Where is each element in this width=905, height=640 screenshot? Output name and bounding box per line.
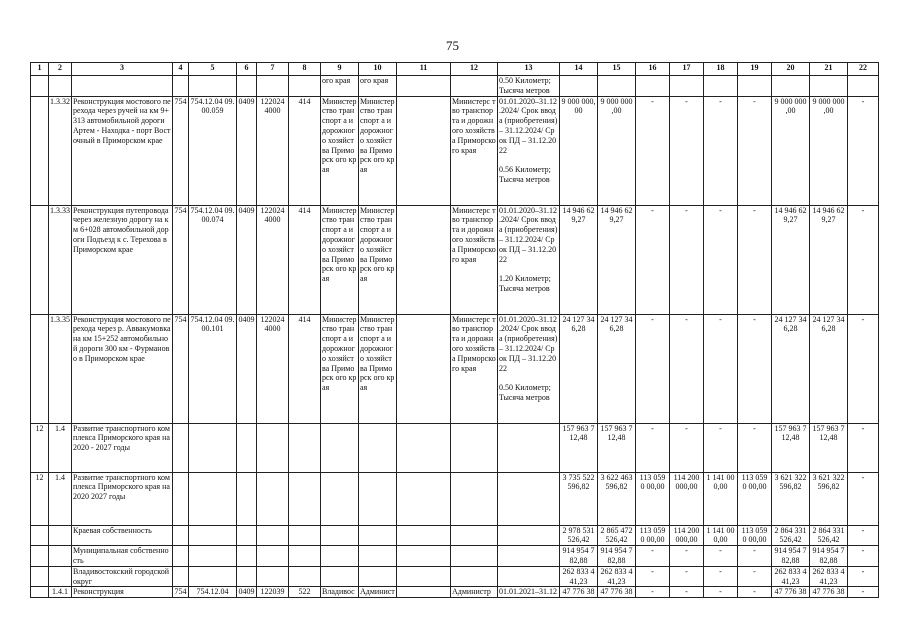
table-cell — [257, 76, 289, 97]
table-cell — [31, 525, 49, 546]
table-cell: 754.12.04 09.00.059 — [189, 96, 237, 205]
table-cell: 522 — [289, 587, 321, 598]
table-cell: - — [848, 525, 879, 546]
table-cell: - — [738, 546, 772, 567]
table-cell — [498, 472, 560, 525]
table-cell: 754 — [174, 587, 187, 597]
table-cell: - — [670, 96, 704, 205]
table-cell: - — [704, 96, 738, 205]
table-cell — [810, 76, 848, 97]
table-cell: - — [738, 96, 772, 205]
table-cell — [189, 525, 237, 546]
table-cell: Министерс тво транспорта и дорожного хозяйства Приморско го края — [451, 205, 498, 314]
table-cell: 754 — [173, 205, 189, 314]
table-cell — [173, 525, 189, 546]
column-header: 11 — [397, 63, 451, 76]
table-cell — [257, 472, 289, 525]
table-cell — [451, 472, 498, 525]
table-cell — [31, 76, 49, 97]
table-row — [31, 566, 879, 587]
table-cell: 0409 — [238, 587, 255, 597]
table-cell: 1.4 — [49, 423, 72, 472]
table-cell — [237, 76, 257, 97]
column-header: 19 — [738, 63, 772, 76]
table-cell — [397, 566, 451, 587]
table-cell: - — [636, 205, 670, 314]
table-cell: 2 865 472 526,42 — [598, 525, 636, 546]
table-cell: 14 946 62 9,27 — [598, 205, 636, 314]
table-cell: Админист — [360, 587, 395, 597]
table-cell: - — [704, 423, 738, 472]
table-cell — [257, 566, 289, 587]
table-cell — [670, 76, 704, 97]
column-header: 1 — [31, 63, 49, 76]
table-cell — [397, 76, 451, 97]
table-cell — [772, 76, 810, 97]
table-cell: Владивос — [321, 587, 359, 598]
table-cell: Владивостокский городской округ — [72, 566, 173, 587]
table-cell — [31, 587, 49, 598]
table-cell — [49, 525, 72, 546]
table-cell — [31, 96, 49, 205]
table-cell: 114 200 000,00 — [670, 472, 704, 525]
table-cell: 9 000 000, 00 — [560, 96, 598, 205]
table-cell: 754 — [173, 314, 189, 423]
table-cell: - — [670, 566, 704, 587]
table-cell — [237, 546, 257, 567]
table-cell — [498, 546, 560, 567]
column-header: 17 — [670, 63, 704, 76]
table-cell: Министер ство транспорт а и дорожног о хозяйства Приморск ого края — [321, 314, 359, 423]
table-cell — [451, 76, 498, 97]
table-cell: Министер ство транспорт а и дорожног о хозяйства Приморск ого края — [359, 205, 397, 314]
table-cell: 3 621 322 596,82 — [772, 472, 810, 525]
table-cell: Министер ство транспорт а и дорожног о хозяйства Приморск ого края — [321, 96, 359, 205]
table-cell — [31, 566, 49, 587]
table-row — [31, 525, 879, 546]
table-cell: 262 833 4 41,23 — [560, 566, 598, 587]
table-cell — [173, 546, 189, 567]
table-cell: 754.12.04 09.00.101 — [189, 314, 237, 423]
table-cell: Краевая собственность — [72, 525, 173, 546]
table-cell — [397, 205, 451, 314]
column-header: 12 — [451, 63, 498, 76]
table-cell — [397, 472, 451, 525]
table-cell: - — [670, 205, 704, 314]
table-cell: 1 141 00 0,00 — [704, 472, 738, 525]
table-cell: - — [848, 423, 879, 472]
table-cell — [189, 76, 237, 97]
table-cell: 24 127 34 6,28 — [560, 314, 598, 423]
table-cell: 754.12.04 09.00.074 — [189, 205, 237, 314]
table-cell — [704, 76, 738, 97]
table-cell: 914 954 7 82,88 — [598, 546, 636, 567]
table-cell: 157 963 7 12,48 — [772, 423, 810, 472]
table-cell: Реконструкция мостового перехода через р. Аввакумовка на км 15+252 автомобильной дороги 300 км - Фурманово в Приморском крае — [72, 314, 173, 423]
table-cell: 262 833 4 41,23 — [810, 566, 848, 587]
table-cell — [451, 566, 498, 587]
table-cell: - — [848, 314, 879, 423]
table-cell: - — [738, 314, 772, 423]
table-cell: Муниципальная собственность — [72, 546, 173, 567]
table-cell — [359, 566, 397, 587]
table-cell: - — [738, 587, 772, 598]
table-cell: 24 127 34 6,28 — [810, 314, 848, 423]
column-header: 4 — [173, 63, 189, 76]
table-cell — [359, 472, 397, 525]
table-cell — [397, 546, 451, 567]
table-cell — [189, 566, 237, 587]
column-header: 2 — [49, 63, 72, 76]
table-cell: 114 200 000,00 — [670, 525, 704, 546]
table-cell: 9 000 000 ,00 — [772, 96, 810, 205]
table-cell: - — [636, 423, 670, 472]
table-cell — [257, 546, 289, 567]
table-cell — [451, 546, 498, 567]
table-cell — [289, 546, 321, 567]
table-cell: - — [848, 205, 879, 314]
table-cell: - — [848, 472, 879, 525]
table-cell: - — [636, 566, 670, 587]
table-cell: - — [704, 205, 738, 314]
table-cell: - — [704, 566, 738, 587]
column-header: 10 — [359, 63, 397, 76]
table-row — [31, 423, 879, 472]
header-row — [31, 63, 879, 76]
table-cell: Администр — [451, 587, 498, 598]
table-cell — [359, 525, 397, 546]
table-cell — [498, 423, 560, 472]
table-cell: - — [670, 546, 704, 567]
table-row — [31, 205, 879, 314]
column-header: 22 — [848, 63, 879, 76]
column-header: 6 — [237, 63, 257, 76]
table-cell — [189, 472, 237, 525]
table-cell: 414 — [289, 96, 321, 205]
table-cell: 1.3.33 — [49, 205, 72, 314]
table-cell — [397, 423, 451, 472]
table-cell: - — [636, 314, 670, 423]
table-cell: 157 963 7 12,48 — [810, 423, 848, 472]
table-cell — [289, 472, 321, 525]
budget-table — [30, 62, 879, 598]
table-body — [31, 76, 879, 598]
table-cell — [173, 566, 189, 587]
table-cell: 0409 — [237, 96, 257, 205]
table-cell: 12 — [31, 472, 49, 525]
table-cell: 12 — [31, 423, 49, 472]
table-cell: 14 946 62 9,27 — [772, 205, 810, 314]
column-header: 13 — [498, 63, 560, 76]
table-cell: 9 000 000 ,00 — [810, 96, 848, 205]
table-cell — [289, 525, 321, 546]
table-cell — [359, 546, 397, 567]
table-cell: - — [738, 205, 772, 314]
table-cell: 754.12.04 — [189, 587, 237, 598]
column-header: 18 — [704, 63, 738, 76]
table-cell — [498, 566, 560, 587]
table-cell — [173, 423, 189, 472]
table-cell — [397, 314, 451, 423]
column-header: 14 — [560, 63, 598, 76]
table-cell: - — [636, 96, 670, 205]
table-cell: 414 — [289, 314, 321, 423]
table-cell — [397, 587, 451, 598]
table-cell: Министерс тво транспорта и дорожного хозяйства Приморско го края — [451, 96, 498, 205]
table-cell — [237, 472, 257, 525]
table-cell: 0409 — [237, 205, 257, 314]
table-cell — [72, 76, 173, 97]
table-cell — [49, 76, 72, 97]
table-cell: 0409 — [237, 314, 257, 423]
table-cell — [49, 566, 72, 587]
table-cell — [189, 423, 237, 472]
table-cell: 01.01.2020–31.12 .2024/ Срок ввода (приобретения) – 31.12.2024/ Срок ПД – 31.12.2022 0.50 Километр; Тысяча метров — [498, 314, 560, 423]
table-cell: - — [738, 566, 772, 587]
table-cell: 157 963 7 12,48 — [560, 423, 598, 472]
table-cell: 262 833 4 41,23 — [598, 566, 636, 587]
table-cell: 9 000 000 ,00 — [598, 96, 636, 205]
table-cell: - — [848, 96, 879, 205]
table-cell: 0.50 Километр; Тысяча метров — [498, 76, 560, 97]
table-cell — [237, 525, 257, 546]
table-cell — [289, 423, 321, 472]
table-cell: 2 978 531 526,42 — [560, 525, 598, 546]
table-cell: - — [848, 587, 879, 598]
table-cell — [598, 76, 636, 97]
table-cell: - — [670, 314, 704, 423]
table-cell: 122024 4000 — [257, 314, 289, 423]
table-cell: - — [704, 546, 738, 567]
table-cell — [321, 525, 359, 546]
column-header: 16 — [636, 63, 670, 76]
table-cell — [321, 546, 359, 567]
table-cell: - — [670, 423, 704, 472]
table-cell — [31, 205, 49, 314]
table-cell: Развитие транспортного комплекса Приморского края на 2020 - 2027 годы — [72, 423, 173, 472]
table-cell: Министер ство транспорт а и дорожног о хозяйства Приморск ого края — [321, 205, 359, 314]
table-cell: - — [670, 587, 704, 598]
table-row — [31, 96, 879, 205]
table-cell: 914 954 7 82,88 — [810, 546, 848, 567]
table-cell: 1.4.1 — [49, 587, 72, 598]
column-header: 20 — [772, 63, 810, 76]
table-cell — [257, 525, 289, 546]
column-header: 7 — [257, 63, 289, 76]
table-cell: - — [704, 314, 738, 423]
page-number: 75 — [446, 38, 459, 53]
table-cell: 47 776 38 — [810, 587, 848, 598]
table-cell: 122024 4000 — [257, 205, 289, 314]
table-cell: - — [636, 546, 670, 567]
table-cell — [173, 76, 189, 97]
table-cell: 24 127 34 6,28 — [598, 314, 636, 423]
table-cell: 754 — [173, 96, 189, 205]
table-cell: Реконструкция путепровода через железную дорогу на км 6+028 автомобильной дороги Подъезд к с. Терехова в Приморском крае — [72, 205, 173, 314]
table-row — [31, 587, 879, 598]
table-cell: 113 059 0 00,00 — [636, 525, 670, 546]
column-header: 3 — [72, 63, 173, 76]
table-cell — [848, 76, 879, 97]
table-cell — [321, 566, 359, 587]
table-cell: 2 864 331 526,42 — [772, 525, 810, 546]
table-cell: - — [636, 587, 670, 598]
table-cell: 3 735 522 596,82 — [560, 472, 598, 525]
table-cell: 1.3.32 — [49, 96, 72, 205]
column-header: 8 — [289, 63, 321, 76]
table-cell: 14 946 62 9,27 — [810, 205, 848, 314]
table-cell: 122024 4000 — [257, 96, 289, 205]
table-cell — [31, 314, 49, 423]
table-cell — [397, 525, 451, 546]
table-row — [31, 314, 879, 423]
table-cell: - — [704, 587, 738, 598]
table-cell: 47 776 38 — [598, 587, 636, 598]
table-cell — [31, 546, 49, 567]
table-cell — [321, 472, 359, 525]
table-cell — [189, 546, 237, 567]
table-cell: 262 833 4 41,23 — [772, 566, 810, 587]
table-cell: - — [738, 423, 772, 472]
table-cell: 01.01.2021–31.12 — [498, 587, 560, 598]
table-cell — [289, 76, 321, 97]
table-row — [31, 76, 879, 97]
table-cell: Развитие транспортного комплекса Приморского края на 2020 2027 годы — [72, 472, 173, 525]
table-cell: 2 864 331 526,42 — [810, 525, 848, 546]
table-cell — [636, 76, 670, 97]
table-cell: 113 059 0 00,00 — [738, 525, 772, 546]
table-cell — [321, 423, 359, 472]
table-cell: 1 141 00 0,00 — [704, 525, 738, 546]
table-cell: 914 954 7 82,88 — [772, 546, 810, 567]
table-cell: 157 963 7 12,48 — [598, 423, 636, 472]
table-cell: ого края — [359, 76, 397, 97]
table-cell: Реконструкция мостового перехода через ручей на км 9+313 автомобильной дороги Артем - Находка - порт Восточный в Приморском крае — [72, 96, 173, 205]
table-cell: Министерс тво транспорта и дорожного хозяйства Приморско го края — [451, 314, 498, 423]
table-cell: 113 059 0 00,00 — [738, 472, 772, 525]
table-row — [31, 546, 879, 567]
table-cell — [237, 423, 257, 472]
table-cell: 47 776 38 — [772, 587, 810, 598]
column-header: 5 — [189, 63, 237, 76]
table-cell — [560, 76, 598, 97]
column-header: 15 — [598, 63, 636, 76]
table-cell — [498, 525, 560, 546]
table-cell: 122039 — [257, 587, 289, 598]
table-cell: 1.3.35 — [49, 314, 72, 423]
table-cell: 24 127 34 6,28 — [772, 314, 810, 423]
column-header: 9 — [321, 63, 359, 76]
table-cell: 01.01.2020–31.12 .2024/ Срок ввода (приобретения) – 31.12.2024/ Срок ПД – 31.12.2022 0.56 Километр; Тысяча метров — [498, 96, 560, 205]
table-cell — [738, 76, 772, 97]
table-cell — [397, 96, 451, 205]
table-cell: Министер ство транспорт а и дорожног о хозяйства Приморск ого края — [359, 314, 397, 423]
table-row — [31, 472, 879, 525]
table-cell: Министер ство транспорт а и дорожног о хозяйства Приморск ого края — [359, 96, 397, 205]
table-cell: 1.4 — [49, 472, 72, 525]
table-cell: 113 059 0 00,00 — [636, 472, 670, 525]
table-cell — [257, 423, 289, 472]
table-cell — [289, 566, 321, 587]
table-cell: - — [848, 546, 879, 567]
table-cell: Реконструкция — [72, 587, 173, 598]
table-cell: 914 954 7 82,88 — [560, 546, 598, 567]
table-cell: 14 946 62 9,27 — [560, 205, 598, 314]
table-cell: ого края — [321, 76, 359, 97]
column-header: 21 — [810, 63, 848, 76]
table-cell: 3 622 463 596,82 — [598, 472, 636, 525]
table-cell — [451, 525, 498, 546]
table-cell — [451, 423, 498, 472]
table-cell: 47 776 38 — [560, 587, 598, 598]
table-cell — [237, 566, 257, 587]
table-cell: 3 621 322 596,82 — [810, 472, 848, 525]
table-cell — [49, 546, 72, 567]
table-cell: 414 — [289, 205, 321, 314]
table-cell — [359, 423, 397, 472]
table-cell — [173, 472, 189, 525]
table-cell: 01.01.2020–31.12 .2024/ Срок ввода (приобретения) – 31.12.2024/ Срок ПД – 31.12.2022 1.20 Километр; Тысяча метров — [498, 205, 560, 314]
table-cell: - — [848, 566, 879, 587]
